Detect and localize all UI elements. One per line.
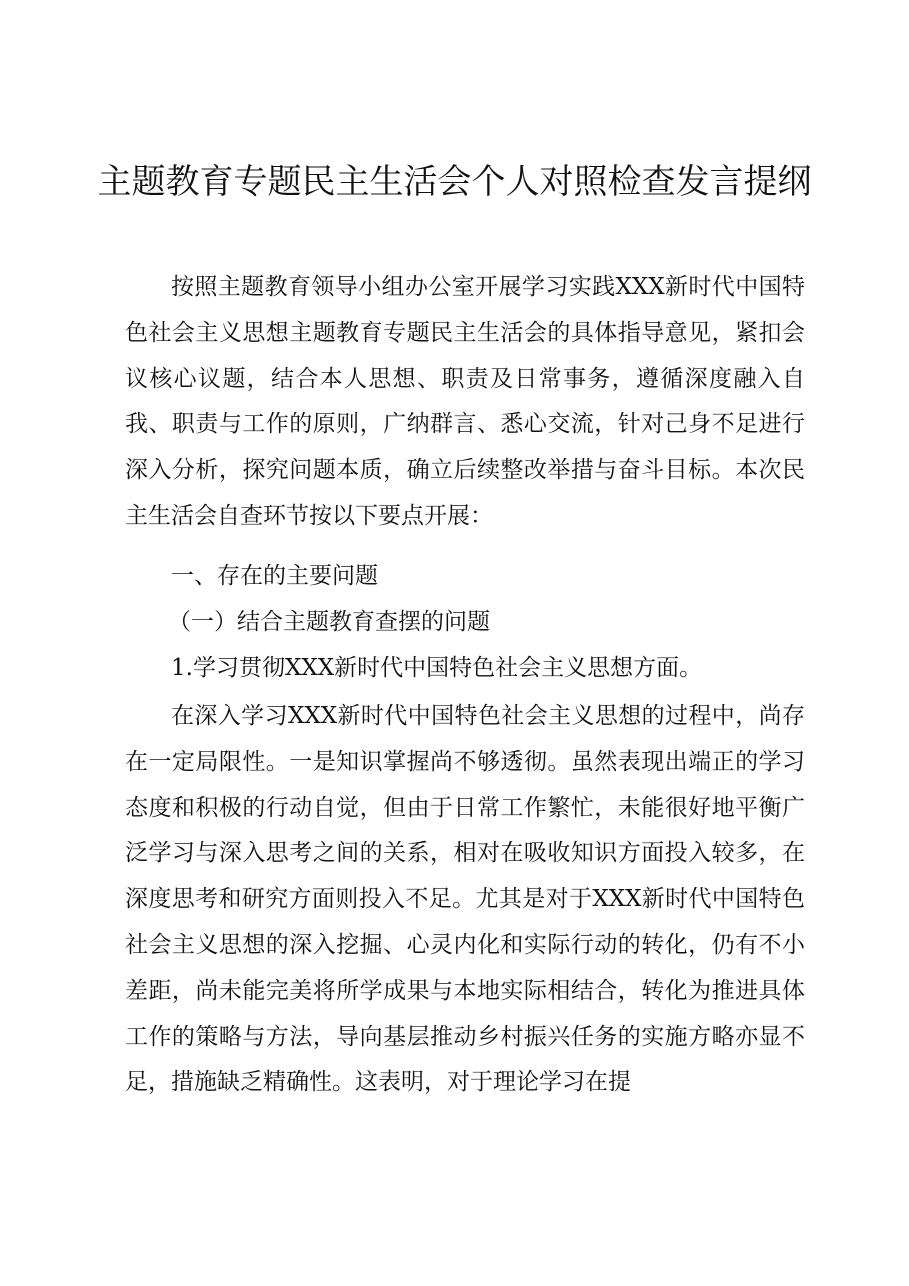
section-heading-main-problems: 一、存在的主要问题 — [171, 563, 378, 589]
document-title: 主题教育专题民主生活会个人对照检查发言提纲 — [97, 162, 812, 202]
main-section — [125, 694, 805, 1106]
intro-section — [125, 265, 805, 540]
body-paragraph: 在深入学习XXX新时代中国特色社会主义思想的过程中，尚存在一定局限性。一是知识掌握尚不够透彻。虽然表现出端正的学习态度和积极的行动自觉，但由于日常工作繁忙，未能很好地平衡广泛学习与深入思考之间的关系，相对在吸收知识方面投入较多，在深度思考和研究方面则投入不足。尤其是对于XXX新时代中国特色社会主义思想的深入挖掘、心灵内化和实际行动的转化，仍有不小差距，尚未能完美将所学成果与本地实际相结合，转化为推进具体工作的策略与方法，导向基层推动乡村振兴任务的实施方略亦显不足，措施缺乏精确性。这表明，对于理论学习在提 — [125, 703, 805, 1096]
intro-paragraph: 按照主题教育领导小组办公室开展学习实践XXX新时代中国特色社会主义思想主题教育专题民主生活会的具体指导意见，紧扣会议核心议题，结合本人思想、职责及日常事务，遵循深度融入自我、职责与工作的原则，广纳群言、悉心交流，针对己身不足进行深入分析，探究问题本质，确立后续整改举措与奋斗目标。本次民主生活会自查环节按以下要点开展： — [125, 274, 805, 529]
item-heading-study: 1.学习贯彻XXX新时代中国特色社会主义思想方面。 — [171, 655, 703, 681]
subsection-heading-problems: （一）结合主题教育查摆的问题 — [168, 609, 490, 635]
